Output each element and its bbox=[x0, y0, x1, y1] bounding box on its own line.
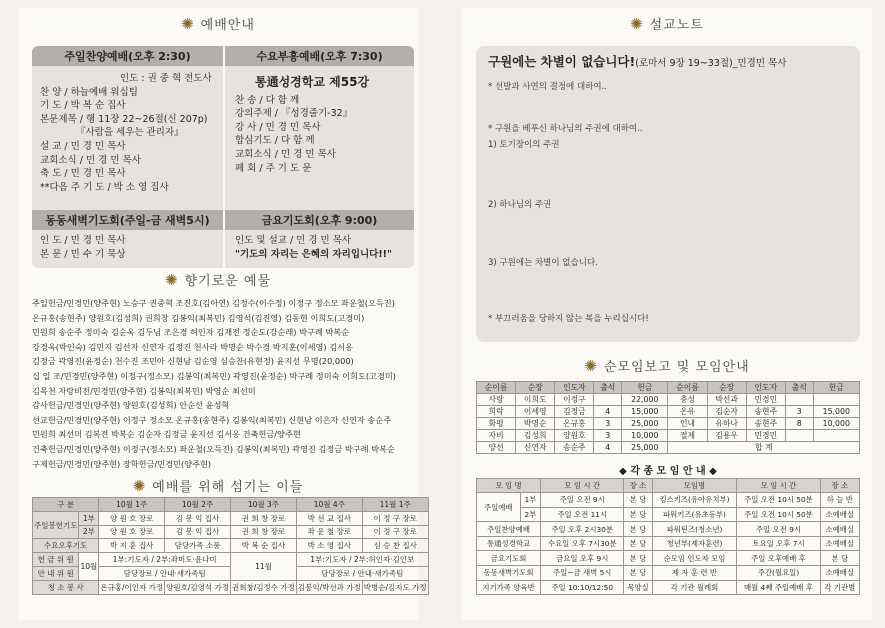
worship-guide-title-text: 예배안내 bbox=[200, 18, 255, 33]
table-cell: 주일 오전 10시 50분 bbox=[737, 493, 820, 508]
dawn-line: 본 문 / 민 수 기 묵상 bbox=[40, 248, 126, 260]
servants-title bbox=[18, 476, 418, 495]
table-cell: 1부 bbox=[79, 511, 99, 525]
servants-title-text: 예배를 위해 섬기는 이들 bbox=[152, 480, 304, 495]
table-row bbox=[477, 536, 860, 551]
table-row bbox=[33, 553, 429, 567]
table-row bbox=[33, 580, 429, 594]
table-header-cell: 헌금 bbox=[813, 382, 859, 394]
table-row bbox=[477, 551, 860, 566]
right-page bbox=[462, 8, 872, 620]
table-cell: 김 봉 익 집사 bbox=[165, 511, 231, 525]
table-cell: 박 선 교 집사 bbox=[296, 511, 362, 525]
note-line: 1) 토기장이의 주권 bbox=[488, 140, 560, 150]
offering-title bbox=[18, 270, 418, 289]
table-cell: 매월 4째 주일예배 후 bbox=[737, 580, 820, 595]
table-cell: 이희도 bbox=[516, 394, 555, 406]
table-header-row bbox=[477, 382, 860, 394]
note-line: * 부끄러움을 당하지 않는 복을 누리십시다! bbox=[488, 314, 649, 324]
table-header-cell: 10월 4주 bbox=[296, 498, 362, 512]
table-cell: 박선과 bbox=[707, 394, 746, 406]
emblem-icon: ✺ bbox=[181, 14, 195, 33]
table-cell: 동동새벽기도회 bbox=[477, 566, 541, 581]
table-cell: 화평 bbox=[477, 418, 516, 430]
dawn-prayer-details bbox=[40, 234, 220, 261]
table-row bbox=[477, 507, 860, 522]
table-cell: 금요일 오후 9시 bbox=[541, 551, 624, 566]
sunday-line: 본문제목 / 행 11장 22~26절(신 207p) bbox=[40, 113, 208, 125]
table-cell: 본 당 bbox=[624, 507, 652, 522]
table-cell: 민경민 bbox=[746, 394, 785, 406]
emblem-icon: ✺ bbox=[164, 270, 179, 289]
table-cell: 김정금 bbox=[555, 406, 594, 418]
table-cell: 22,000 bbox=[622, 394, 668, 406]
table-cell: 자비 bbox=[477, 430, 516, 442]
table-cell: 각 기관 월례회 bbox=[652, 580, 737, 595]
friday-prayer-header: 금요기도회(오후 9:00) bbox=[225, 210, 414, 230]
table-cell: 소예배실 bbox=[820, 522, 859, 537]
table-row bbox=[477, 406, 860, 418]
friday-prayer-details bbox=[235, 234, 411, 261]
table-cell: 소예배실 bbox=[820, 507, 859, 522]
table-cell: 통通성경학교 bbox=[477, 536, 541, 551]
left-page bbox=[18, 8, 427, 620]
table-header-cell: 모 임 시 간 bbox=[737, 478, 820, 493]
table-cell: 이 정 구 장로 bbox=[362, 511, 428, 525]
table-header-row bbox=[477, 478, 860, 493]
sermon-title: 구원에는 차별이 없습니다! bbox=[488, 54, 636, 69]
table-cell: 3 bbox=[785, 406, 813, 418]
table-row bbox=[477, 418, 860, 430]
table-cell: 4 bbox=[594, 406, 622, 418]
table-cell: 킹스키즈(유아유치부) bbox=[652, 493, 737, 508]
table-cell: 김용우 bbox=[707, 430, 746, 442]
table-header-cell: 헌금 bbox=[622, 382, 668, 394]
table-cell: 신연자 bbox=[516, 442, 555, 454]
total-cell: 합 계 bbox=[668, 442, 860, 454]
table-cell: 안 내 위 원 bbox=[33, 566, 79, 580]
sunday-line: 축 도 / 민 경 민 목사 bbox=[40, 168, 126, 180]
dawn-prayer-header: 동동새벽기도회(주일-금 새벽5시) bbox=[32, 210, 223, 230]
sunday-line: 기 도 / 박 복 순 집사 bbox=[40, 100, 126, 112]
table-cell bbox=[594, 394, 622, 406]
table-cell: 수요오후기도 bbox=[33, 539, 99, 553]
table-cell: 본 당 bbox=[820, 551, 859, 566]
table-row bbox=[33, 525, 429, 539]
table-cell: 2부 bbox=[520, 507, 541, 522]
wednesday-line: 강의주제 / 『성경줄기-32』 bbox=[235, 108, 353, 120]
table-row bbox=[477, 430, 860, 442]
table-cell: 송현주 bbox=[746, 418, 785, 430]
table-cell: 3 bbox=[594, 418, 622, 430]
sermon-note-title-text: 설교노트 bbox=[649, 18, 704, 33]
column-divider bbox=[223, 46, 225, 268]
table-cell: 2부 bbox=[79, 525, 99, 539]
table-cell: 11월 bbox=[231, 553, 297, 581]
sermon-heading bbox=[488, 52, 848, 70]
offering-line: 강경옥(박인숙) 김민지 김선자 신연자 김정진 천사라 박명순 박수경 박지훈(이세영) 김서옹 bbox=[32, 341, 353, 352]
table-cell: 온규홍 bbox=[555, 418, 594, 430]
table-row bbox=[477, 394, 860, 406]
wednesday-worship-header: 수요부흥예배(오후 7:30) bbox=[225, 46, 414, 66]
table-header-cell: 10월 3주 bbox=[231, 498, 297, 512]
emblem-icon: ✺ bbox=[132, 476, 147, 495]
offering-title-text: 향기로운 예물 bbox=[184, 274, 272, 289]
table-cell: 양 원 호 장로 bbox=[99, 511, 165, 525]
table-header-cell: 순이름 bbox=[668, 382, 707, 394]
table-cell: 양원호 bbox=[555, 430, 594, 442]
table-cell: 헌 금 위 원 bbox=[33, 553, 79, 567]
table-cell: 김순자 bbox=[707, 406, 746, 418]
sunday-worship-header: 주일찬양예배(오후 2:30) bbox=[32, 46, 223, 66]
table-cell: 담당장로 / 안내·새가족팀 bbox=[99, 566, 231, 580]
table-caption-row bbox=[477, 462, 860, 478]
table-cell: 사랑 bbox=[477, 394, 516, 406]
table-cell: 주일 오전 10시 50분 bbox=[737, 507, 820, 522]
table-header-cell: 구 분 bbox=[33, 498, 99, 512]
table-header-cell: 순장 bbox=[516, 382, 555, 394]
table-cell: 10,000 bbox=[813, 418, 859, 430]
offering-list bbox=[32, 296, 414, 471]
table-header-cell: 인도자 bbox=[746, 382, 785, 394]
table-cell: 박 지 훈 집사 bbox=[99, 539, 165, 553]
table-cell bbox=[785, 394, 813, 406]
table-row bbox=[477, 580, 860, 595]
table-cell bbox=[813, 430, 859, 442]
table-cell: 수요일 오후 7시30분 bbox=[541, 536, 624, 551]
stats-title bbox=[462, 356, 872, 375]
table-cell: 주일~금 새벽 5시 bbox=[541, 566, 624, 581]
table-header-cell: 모임명 bbox=[652, 478, 737, 493]
table-cell: 이세영 bbox=[516, 406, 555, 418]
wednesday-line: 교회소식 / 민 경 민 목사 bbox=[235, 148, 336, 160]
table-cell: 온규홍/이인자 가정 bbox=[99, 580, 165, 594]
table-cell: 소예배실 bbox=[820, 536, 859, 551]
table-cell: 절제 bbox=[668, 430, 707, 442]
table-cell: 청 소 봉 사 bbox=[33, 580, 99, 594]
worship-info-box bbox=[32, 46, 414, 268]
table-cell: 김 봉 익 집사 bbox=[165, 525, 231, 539]
sermon-reference: (로마서 9장 19~33절)_민경민 목사 bbox=[635, 58, 787, 69]
note-line: * 선발과 사연의 결정에 대하여.. bbox=[488, 82, 607, 92]
table-cell: 유하나 bbox=[707, 418, 746, 430]
offering-line: 선교헌금/민경민(양주현) 이정구 정소모 온규홍(송현주) 김봉익(최복민) 신현남 이은자 신연자 송순주 bbox=[32, 414, 392, 425]
offering-line: 김정금 곽영진(윤정순) 천수진 조민아 신현남 김순영 심승찬(유현정) 윤지선 무명(20,000) bbox=[32, 356, 354, 367]
offering-line: 감사헌금/민경민(양주현) 양원호(김성희) 안순선 윤성혁 bbox=[32, 400, 230, 411]
table-cell: 권 희 창 장로 bbox=[231, 525, 297, 539]
table-cell: 이정구 bbox=[555, 394, 594, 406]
table-cell: 본 당 bbox=[624, 522, 652, 537]
table-cell: 하 늘 반 bbox=[820, 493, 859, 508]
table-cell: 10,000 bbox=[622, 430, 668, 442]
table-row bbox=[33, 511, 429, 525]
table-cell: 권희창/김정수 가정 bbox=[231, 580, 297, 594]
table-cell: 박 소 영 집사 bbox=[296, 539, 362, 553]
wednesday-line: 강 사 / 민 경 민 목사 bbox=[235, 121, 321, 133]
table-cell: 민경민 bbox=[746, 430, 785, 442]
table-cell: 8 bbox=[785, 418, 813, 430]
note-line: 2) 하나님의 주권 bbox=[488, 200, 552, 210]
table-cell: 10월 bbox=[79, 553, 99, 581]
table-cell: 김성희 bbox=[516, 430, 555, 442]
table-cell bbox=[785, 430, 813, 442]
table-row bbox=[477, 493, 860, 508]
table-cell: 1부:기도자 / 2부:좌미도·윤나미 bbox=[99, 553, 231, 567]
table-header-cell: 모 임 명 bbox=[477, 478, 541, 493]
offering-line: 구제헌금/민경민(양주현) 장학헌금/민경민(양주현) bbox=[32, 458, 212, 469]
table-cell: 송순주 bbox=[555, 442, 594, 454]
offering-line: 민원희 송순주 정미숙 김순옥 김두님 조은경 허인자 김재전 정순도(강순래) 박구례 박복순 bbox=[32, 327, 350, 338]
servants-table bbox=[32, 497, 429, 595]
table-cell: 본 당 bbox=[624, 493, 652, 508]
sunday-line: 설 교 / 민 경 민 목사 bbox=[40, 140, 126, 152]
worship-guide-title bbox=[18, 14, 418, 33]
table-cell: 목양실 bbox=[624, 580, 652, 595]
table-cell: 양 원 호 장로 bbox=[99, 525, 165, 539]
table-header-cell: 장 소 bbox=[820, 478, 859, 493]
table-cell: 파워키즈(유초등부) bbox=[652, 507, 737, 522]
table-cell: 박 복 순 집사 bbox=[231, 539, 297, 553]
table-cell: 제 자 훈 련 반 bbox=[652, 566, 737, 581]
sunday-worship-details bbox=[40, 72, 220, 194]
wednesday-line: 찬 송 / 다 함 께 bbox=[235, 94, 300, 106]
table-header-cell: 10월 2주 bbox=[165, 498, 231, 512]
table-header-cell: 순이름 bbox=[477, 382, 516, 394]
table-header-cell: 인도자 bbox=[555, 382, 594, 394]
table-cell: 본 당 bbox=[624, 536, 652, 551]
sunday-line: 찬 양 / 하늘예배 워십팀 bbox=[40, 86, 138, 98]
offering-line: 김목천 자랑비전/민경민(양주현) 김봉익(최복민) 박영순 최선미 bbox=[32, 385, 256, 396]
table-cell: 소예배실 bbox=[820, 566, 859, 581]
table-cell: 청년부(제자훈련) bbox=[652, 536, 737, 551]
bible-school-title: 통通성경학교 제55강 bbox=[255, 75, 370, 89]
friday-slogan: "기도의 자리는 은혜의 자리입니다!!" bbox=[235, 248, 392, 260]
table-cell: 담당장로 / 안내·새가족팀 bbox=[296, 566, 428, 580]
note-line: * 구원을 베푸신 하나님의 주권에 대하여.. bbox=[488, 124, 643, 134]
table-cell: 지기가족 양육반 bbox=[477, 580, 541, 595]
sermon-note-title bbox=[462, 14, 872, 33]
table-cell: 토요일 오후 7시 bbox=[737, 536, 820, 551]
meeting-guide-title: ◆ 각 종 모 임 안 내 ◆ bbox=[477, 462, 860, 478]
table-cell: 주일 오전 9시 bbox=[541, 493, 624, 508]
table-cell: 주간(월요일) bbox=[737, 566, 820, 581]
table-cell: 주일예배 bbox=[477, 493, 521, 522]
table-row bbox=[33, 539, 429, 553]
table-cell: 1부:기도자 / 2부:허인자·김인보 bbox=[296, 553, 428, 567]
emblem-icon: ✺ bbox=[630, 14, 644, 33]
table-cell: 주일봉헌기도 bbox=[33, 511, 79, 539]
table-cell: 좌 운 철 장로 bbox=[296, 525, 362, 539]
cell-group-report-table bbox=[476, 381, 860, 454]
table-cell: 본 당 bbox=[624, 566, 652, 581]
table-cell: 인내 bbox=[668, 418, 707, 430]
table-cell: 각 기관별 bbox=[820, 580, 859, 595]
table-cell: 15,000 bbox=[622, 406, 668, 418]
table-header-cell: 출석 bbox=[594, 382, 622, 394]
meeting-guide-table bbox=[476, 462, 860, 595]
table-header-row bbox=[33, 498, 429, 512]
table-cell: 25,000 bbox=[622, 442, 668, 454]
next-prayer-line: **다음 주 기 도 / 박 소 영 집사 bbox=[40, 181, 169, 193]
table-cell: 주일 오전 11시 bbox=[541, 507, 624, 522]
offering-line: 십 일 조/민경민(양주현) 이정구(정소모) 김봉익(최복민) 곽영진(윤정순) 박구례 정미숙 이희도(고경미) bbox=[32, 370, 396, 381]
table-cell: 본 당 bbox=[624, 551, 652, 566]
table-cell: 권 희 창 장로 bbox=[231, 511, 297, 525]
table-cell: 금요기도회 bbox=[477, 551, 541, 566]
table-cell: 희락 bbox=[477, 406, 516, 418]
table-cell: 3 bbox=[594, 430, 622, 442]
offering-line: 온규홍(송현주) 양원호(김성희) 권희창 김봉익(최복민) 김영석(김진영) 김동현 이희도(고경미) bbox=[32, 312, 365, 323]
wednesday-worship-details bbox=[235, 76, 411, 175]
table-cell: 양원호/김영석 가정 bbox=[165, 580, 231, 594]
sermon-note-box bbox=[476, 46, 860, 342]
table-cell: 담당가족 소풍 bbox=[165, 539, 231, 553]
offering-line: 건축헌금/민경민(양주현) 이정구(정소모) 좌운철(오득진) 김봉익(최복민) 곽영진 김정금 박구례 박복순 bbox=[32, 443, 395, 454]
sunday-leader: 인도 : 권 중 혁 전도사 bbox=[120, 73, 212, 84]
table-row bbox=[477, 442, 860, 454]
table-cell: 심 승 찬 집사 bbox=[362, 539, 428, 553]
table-cell: 1부 bbox=[520, 493, 541, 508]
table-header-cell: 순장 bbox=[707, 382, 746, 394]
table-cell: 박병순/김지도 가정 bbox=[362, 580, 428, 594]
table-row bbox=[477, 566, 860, 581]
dawn-line: 인 도 / 민 경 민 목사 bbox=[40, 235, 126, 246]
table-cell: 이 정 구 장로 bbox=[362, 525, 428, 539]
table-row bbox=[477, 522, 860, 537]
table-header-cell: 장 소 bbox=[624, 478, 652, 493]
wednesday-line: 폐 회 / 주 기 도 문 bbox=[235, 162, 312, 174]
table-cell: 김봉익/박선과 가정 bbox=[296, 580, 362, 594]
sermon-title-line: 『사람을 세우는 관리자』 bbox=[76, 127, 184, 139]
friday-line: 인도 및 설교 / 민 경 민 목사 bbox=[235, 235, 352, 246]
table-header-cell: 모 임 시 간 bbox=[541, 478, 624, 493]
offering-line: 주일헌금/민경민(양주현) 노승구 권중혁 조진호(김아연) 김정수(이수정) 이정구 정소모 좌운철(오득진) bbox=[32, 298, 395, 308]
table-cell: 순모임 인도자 모임 bbox=[652, 551, 737, 566]
stats-title-text: 순모임보고 및 모임안내 bbox=[603, 360, 750, 375]
note-line: 3) 구원에는 차별이 없습니다. bbox=[488, 258, 598, 268]
table-header-cell: 출석 bbox=[785, 382, 813, 394]
emblem-icon: ✺ bbox=[584, 356, 598, 375]
table-cell: 송현주 bbox=[746, 406, 785, 418]
wednesday-line: 합심기도 / 다 함 께 bbox=[235, 135, 315, 147]
table-cell: 15,000 bbox=[813, 406, 859, 418]
table-cell: 양선 bbox=[477, 442, 516, 454]
table-cell: 파워틴즈(청소년) bbox=[652, 522, 737, 537]
table-cell: 주일 오후예배 후 bbox=[737, 551, 820, 566]
table-cell: 주일찬양예배 bbox=[477, 522, 541, 537]
offering-line: 민원희 최선미 김복전 박복순 김순자 김정금 윤지선 김서옹 건축헌금/양주현 bbox=[32, 429, 301, 440]
table-cell: 박명순 bbox=[516, 418, 555, 430]
table-header-cell: 10월 1주 bbox=[99, 498, 165, 512]
table-cell: 4 bbox=[594, 442, 622, 454]
table-cell: 주일 10:10/12:50 bbox=[541, 580, 624, 595]
table-cell: 충성 bbox=[668, 394, 707, 406]
table-header-cell: 11월 1주 bbox=[362, 498, 428, 512]
table-cell bbox=[813, 394, 859, 406]
table-cell: 온유 bbox=[668, 406, 707, 418]
table-cell: 25,000 bbox=[622, 418, 668, 430]
table-cell: 주일 오전 9시 bbox=[737, 522, 820, 537]
table-cell: 주일 오후 2시30분 bbox=[541, 522, 624, 537]
sunday-line: 교회소식 / 민 경 민 목사 bbox=[40, 154, 141, 166]
